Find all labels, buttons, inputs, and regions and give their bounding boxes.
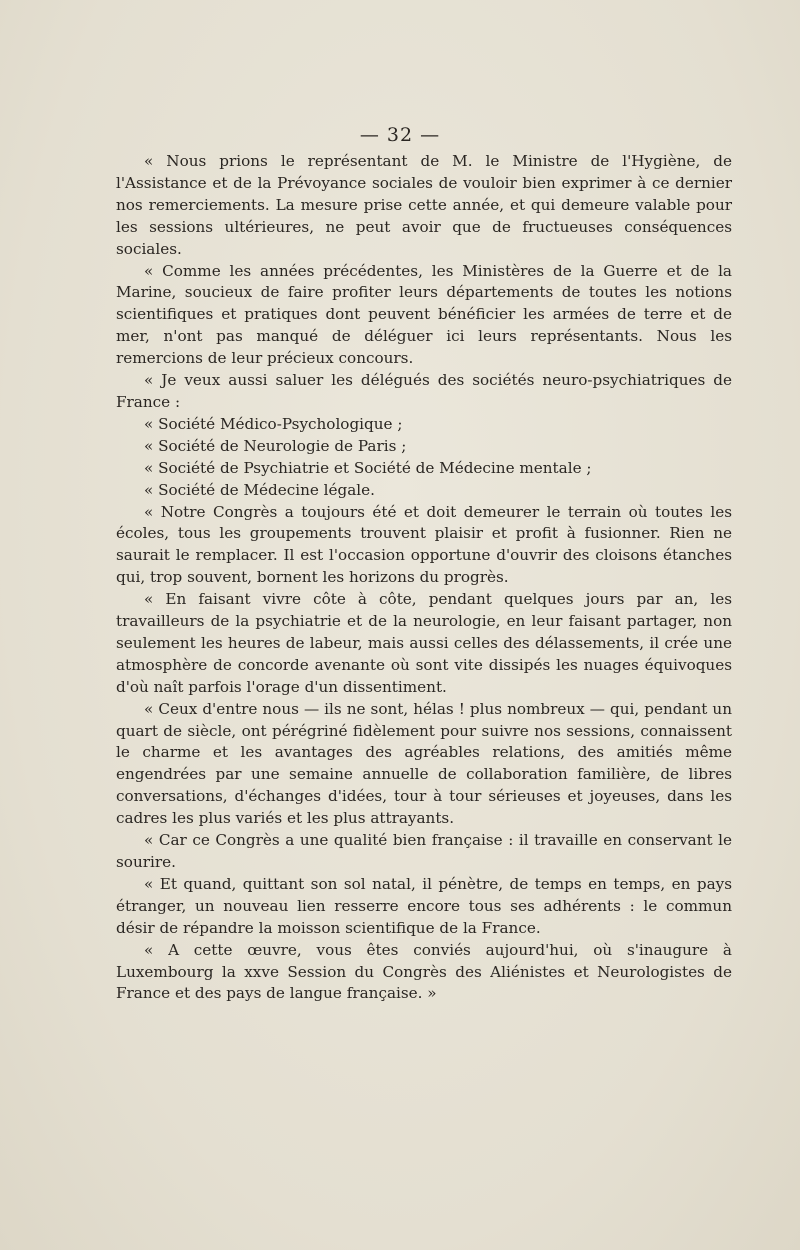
paragraph-french-quality: « Car ce Congrès a une qualité bien française : il travaille en conservant le sourire. <box>116 831 732 871</box>
paragraph-foreign-land: « Et quand, quittant son sol natal, il pénètre, de temps en temps, en pays étranger, un nouveau lien resserre encore tous ses adhérents : le commun désir de répandre la moisson scientifique de la France. <box>116 874 732 937</box>
society-item: « Société Médico-Psychologique ; <box>144 414 403 433</box>
paragraph-side-by-side: « En faisant vivre côte à côte, pendant quelques jours par an, les travailleurs de la psychiatrie et de la neurologie, en leur faisant partager, non seulement les heures de labeur, mais aussi celles des délassements, il crée une atmosphère de concorde avenante où sont vite dissipés les nuages équivoques d'où naît parfois l'orage d'un dissentiment. <box>116 590 732 696</box>
paragraph-luxembourg-session: « A cette œuvre, vous êtes conviés aujourd'hui, où s'inaugure à Luxembourg la xxve Session du Congrès des Aliénistes et Neurologistes de France et des pays de langue française. » <box>116 940 732 1003</box>
paragraph-delegates: « Je veux aussi saluer les délégués des sociétés neuro-psychiatriques de France : <box>116 371 732 411</box>
society-item: « Société de Psychiatrie et Société de Médecine mentale ; <box>144 458 592 477</box>
paragraph-congress-terrain: « Notre Congrès a toujours été et doit demeurer le terrain où toutes les écoles, tous les groupements trouvent plaisir et profit à fusionner. Rien ne saurait le remplacer. Il est l'occasion opportune d'ouvrir des cloisons étanches qui, trop souvent, bornent les horizons du progrès. <box>116 502 732 587</box>
society-item: « Société de Neurologie de Paris ; <box>144 436 407 455</box>
paragraph-quarter-century: « Ceux d'entre nous — ils ne sont, hélas ! plus nombreux — qui, pendant un quart de siècle, ont pérégriné fidèlement pour suivre nos sessions, connaissent le charme et les avantages des agréables relations, des amitiés même engendrées par une semaine annuelle de collaboration familière, de libres conversations, d'échanges d'idées, tour à tour sérieuses et joyeuses, dans les cadres les plus variés et les plus attrayants. <box>116 699 732 828</box>
body-text <box>116 151 732 1005</box>
society-item: « Société de Médecine légale. <box>144 480 375 499</box>
page-number: — 32 — <box>359 124 441 146</box>
paragraph-war-navy: « Comme les années précédentes, les Ministères de la Guerre et de la Marine, soucieux de faire profiter leurs départements de toutes les notions scientifiques et pratiques dont peuvent bénéficier les armées de terre et de mer, n'ont pas manqué de déléguer ici leurs représentants. Nous les remercions de leur précieux concours. <box>116 261 732 368</box>
paragraph-thanks-ministry: « Nous prions le représentant de M. le Ministre de l'Hygiène, de l'Assistance et de la Prévoyance sociales de vouloir bien exprimer à ce dernier nos remerciements. La mesure prise cette année, et qui demeure valable pour les sessions ultérieures, ne peut avoir que de fructueuses conséquences sociales. <box>116 152 732 258</box>
